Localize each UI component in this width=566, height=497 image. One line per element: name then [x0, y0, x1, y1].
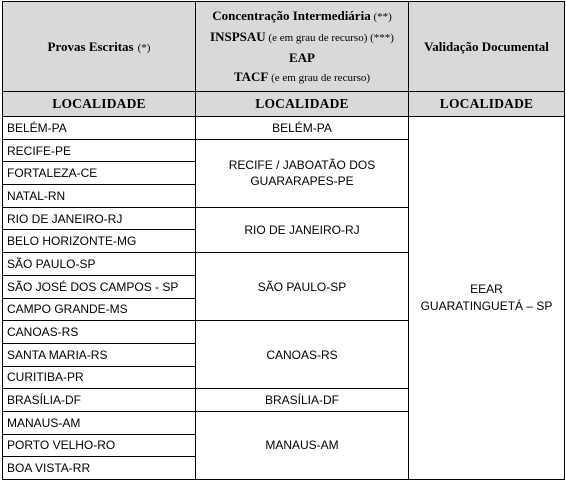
header-concentration-line-title: TACF — [233, 68, 269, 84]
validation-location-line: EEAR — [470, 282, 503, 296]
header-written-exams-title: Provas Escritas — [47, 38, 134, 54]
concentration-location-line: SÃO PAULO-SP — [257, 279, 347, 294]
concentration-location-line: RIO DE JANEIRO-RJ — [244, 222, 360, 237]
concentration-location-line: BRASÍLIA-DF — [264, 393, 339, 408]
header-concentration-line — [196, 27, 408, 48]
header-validation — [409, 2, 565, 92]
header-concentration-line — [196, 67, 408, 88]
subheader-localidade-3: LOCALIDADE — [409, 92, 565, 117]
header-concentration-line-title: EAP — [289, 49, 315, 65]
written-exam-city: NATAL-RN — [3, 185, 196, 208]
concentration-location — [196, 321, 409, 389]
written-exam-city: RIO DE JANEIRO-RJ — [3, 207, 196, 230]
concentration-location-line: BELÉM-PA — [272, 120, 332, 135]
concentration-location — [196, 117, 409, 140]
header-concentration — [196, 2, 409, 92]
concentration-location-line: RECIFE / JABOATÃO DOS — [228, 158, 376, 173]
header-concentration-line — [196, 48, 408, 67]
written-exam-city: BRASÍLIA-DF — [3, 389, 196, 412]
subheader-row — [3, 92, 565, 117]
written-exam-city: BOA VISTA-RR — [3, 457, 196, 480]
written-exam-city: RECIFE-PE — [3, 139, 196, 162]
written-exam-city: SÃO PAULO-SP — [3, 253, 196, 276]
subheader-localidade-1: LOCALIDADE — [3, 92, 196, 117]
header-validation-title: Validação Documental — [424, 38, 549, 54]
header-concentration-line-note: (**) — [370, 10, 392, 23]
concentration-location — [196, 139, 409, 207]
written-exam-city: MANAUS-AM — [3, 411, 196, 434]
concentration-location-line: CANOAS-RS — [266, 347, 338, 362]
written-exam-city: FORTALEZA-CE — [3, 162, 196, 185]
concentration-location — [196, 253, 409, 321]
header-concentration-line-note: (e em grau de recurso) — [268, 71, 371, 84]
header-concentration-line-title: INSPSAU — [210, 28, 266, 44]
written-exam-city: SANTA MARIA-RS — [3, 343, 196, 366]
concentration-location — [196, 411, 409, 479]
written-exam-city: BELÉM-PA — [3, 117, 196, 140]
subheader-localidade-2: LOCALIDADE — [196, 92, 409, 117]
header-concentration-line-note: (e em grau de recurso) (***) — [265, 31, 394, 44]
written-exam-city: CAMPO GRANDE-MS — [3, 298, 196, 321]
locations-table-container — [2, 1, 565, 480]
header-written-exams — [3, 2, 196, 92]
concentration-location — [196, 207, 409, 252]
validation-location-line: GUARATINGUETÁ – SP — [420, 299, 553, 313]
header-written-exams-note: (*) — [137, 41, 151, 54]
validation-location — [409, 117, 565, 480]
locations-table — [2, 1, 565, 480]
table-row — [3, 117, 565, 140]
concentration-location-line: GUARARAPES-PE — [250, 174, 354, 189]
header-concentration-line-title: Concentração Intermediária — [212, 7, 371, 23]
written-exam-city: BELO HORIZONTE-MG — [3, 230, 196, 253]
written-exam-city: PORTO VELHO-RO — [3, 434, 196, 457]
concentration-location-line: MANAUS-AM — [265, 438, 339, 453]
written-exam-city: SÃO JOSÉ DOS CAMPOS - SP — [3, 275, 196, 298]
written-exam-city: CANOAS-RS — [3, 321, 196, 344]
concentration-location — [196, 389, 409, 412]
header-concentration-lines — [196, 6, 408, 88]
header-concentration-line — [196, 6, 408, 27]
written-exam-city: CURITIBA-PR — [3, 366, 196, 389]
header-row — [3, 2, 565, 92]
